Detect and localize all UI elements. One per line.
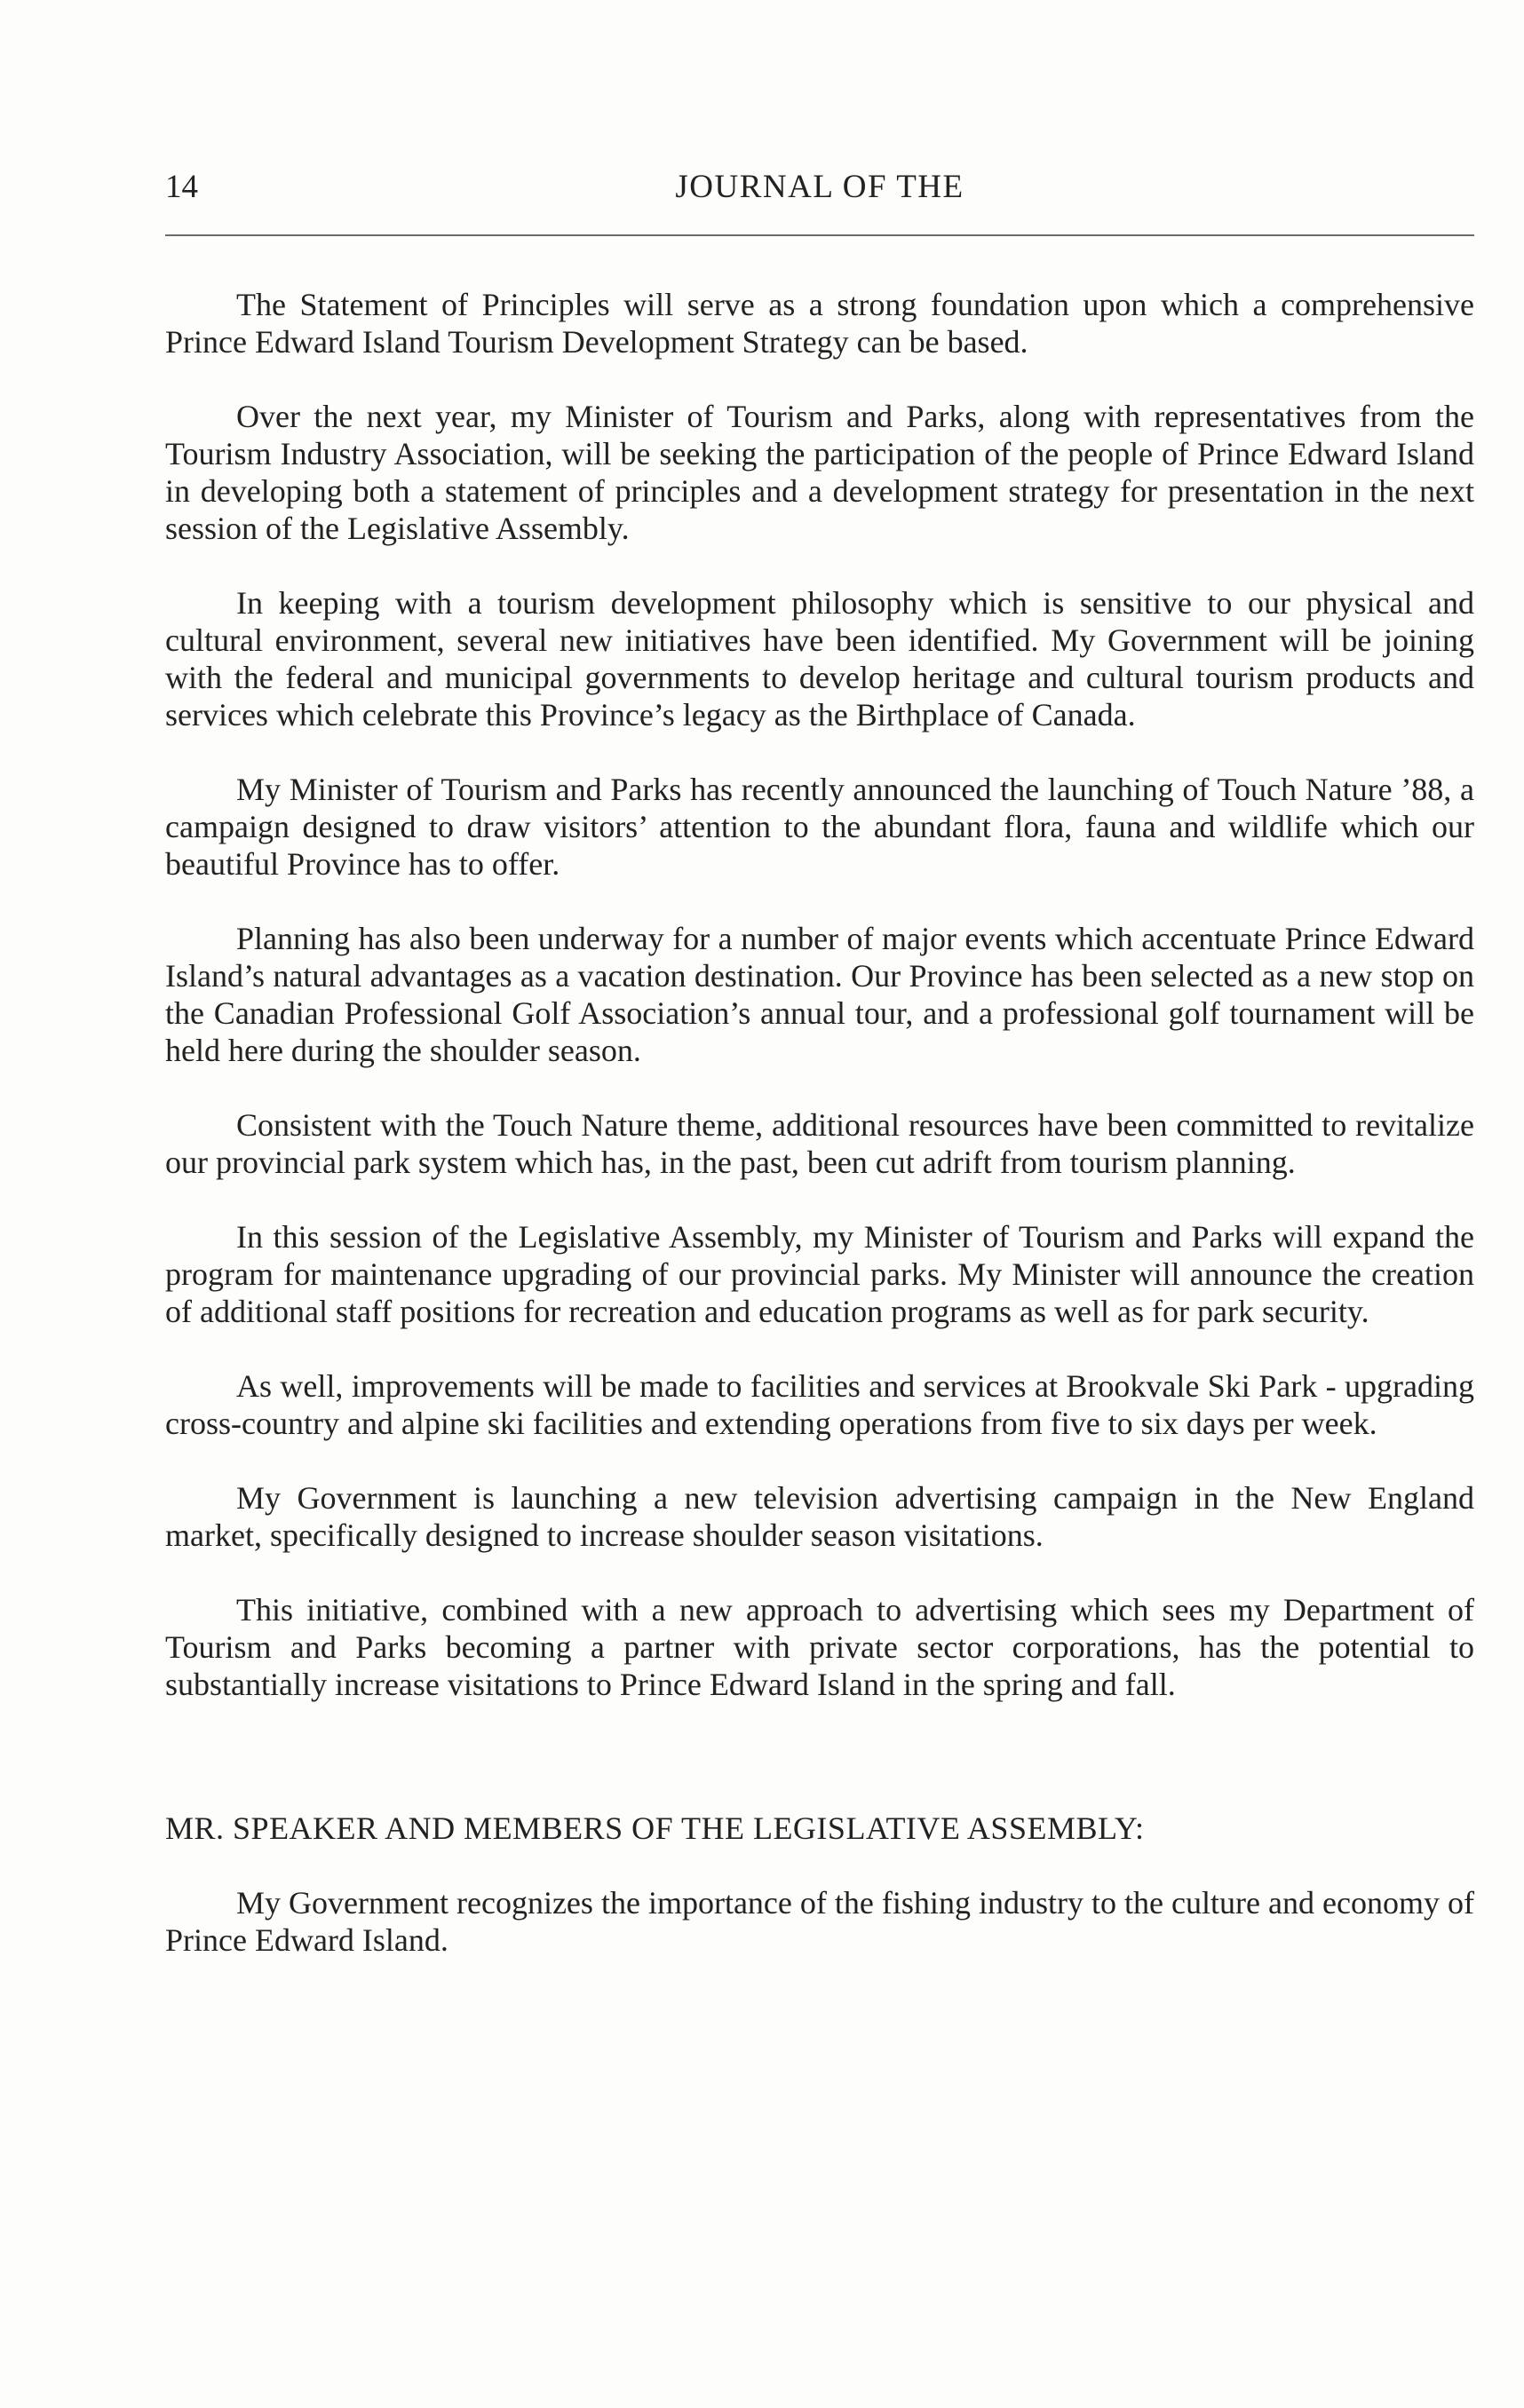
body-text	[165, 286, 1474, 1996]
page-number: 14	[165, 169, 198, 205]
paragraph: My Government is launching a new television advertising campaign in the New England market, specifically designed to increase shoulder season visitations.	[165, 1480, 1474, 1553]
running-head: JOURNAL OF THE	[675, 169, 964, 205]
paragraph: Over the next year, my Minister of Tourism and Parks, along with representatives from the Tourism Industry Association, will be seeking the participation of the people of Prince Edward Island in developing both a statement of principles and a development strategy for presentation in the next session of the Legislative Assembly.	[165, 399, 1474, 546]
paragraph: Consistent with the Touch Nature theme, additional resources have been committed to revitalize our provincial park system which has, in the past, been cut adrift from tourism planning.	[165, 1107, 1474, 1180]
paragraph: As well, improvements will be made to facilities and services at Brookvale Ski Park - upgrading cross-country and alpine ski facilities and extending operations from five to six days per week.	[165, 1368, 1474, 1441]
page-header	[165, 165, 1474, 210]
paragraph: In this session of the Legislative Assembly, my Minister of Tourism and Parks will expand the program for maintenance upgrading of our provincial parks. My Minister will announce the creation of additional staff positions for recreation and education programs as well as for park security.	[165, 1219, 1474, 1329]
paragraph: This initiative, combined with a new approach to advertising which sees my Department of Tourism and Parks becoming a partner with private sector corporations, has the potential to substantially increase visitations to Prince Edward Island in the spring and fall.	[165, 1592, 1474, 1702]
paragraph: My Government recognizes the importance of the fishing industry to the culture and economy of Prince Edward Island.	[165, 1885, 1474, 1958]
paragraph: The Statement of Principles will serve as a strong foundation upon which a comprehensive Prince Edward Island Tourism Development Strategy can be based.	[165, 287, 1474, 360]
paragraph: In keeping with a tourism development philosophy which is sensitive to our physical and cultural environment, several new initiatives have been identified. My Government will be joining with the federal and municipal governments to develop heritage and cultural tourism products and services which celebrate this Province’s legacy as the Birthplace of Canada.	[165, 585, 1474, 733]
paragraph: Planning has also been underway for a number of major events which accentuate Prince Edward Island’s natural advantages as a vacation destination. Our Province has been selected as a new stop on the Canadian Professional Golf Association’s annual tour, and a professional golf tournament will be held here during the shoulder season.	[165, 921, 1474, 1068]
header-rule	[165, 234, 1474, 236]
paragraph: My Minister of Tourism and Parks has recently announced the launching of Touch Nature ’88, a campaign designed to draw visitors’ attention to the abundant flora, fauna and wildlife which our beautiful Province has to offer.	[165, 772, 1474, 882]
section-heading: MR. SPEAKER AND MEMBERS OF THE LEGISLATIVE ASSEMBLY:	[165, 1810, 1145, 1846]
